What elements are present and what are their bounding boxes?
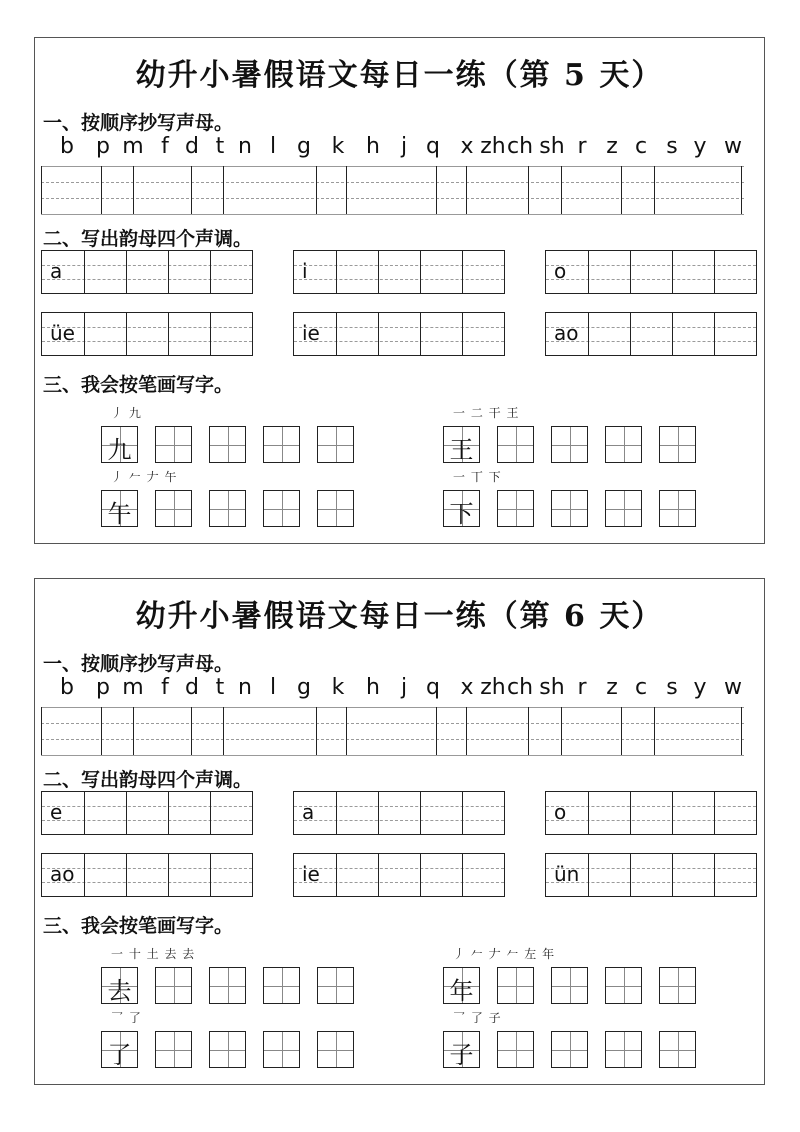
model-character-box — [101, 1031, 138, 1068]
cell-divider — [126, 251, 127, 293]
cell-divider — [630, 792, 631, 834]
model-character-box — [101, 490, 138, 527]
grid-cell-divider — [561, 166, 562, 214]
guide-line — [294, 341, 504, 342]
practice-character-box[interactable] — [659, 1031, 696, 1068]
stroke-order-hint: 一 丅 下 — [453, 470, 502, 484]
guide-line — [294, 806, 504, 807]
initial-letter: h — [366, 675, 380, 700]
cell-divider — [420, 854, 421, 896]
initial-letter: r — [577, 134, 587, 159]
tone-writing-box[interactable] — [293, 791, 505, 835]
cell-divider — [210, 251, 211, 293]
model-character: 王 — [449, 436, 474, 464]
initial-letter: m — [122, 675, 144, 700]
cell-divider — [672, 792, 673, 834]
grid-cell-divider — [101, 707, 102, 755]
cell-divider — [714, 854, 715, 896]
cell-divider — [168, 792, 169, 834]
stroke-order-hint: 乛 了 子 — [453, 1011, 502, 1025]
initial-letter: f — [161, 675, 169, 700]
initial-letter: y — [693, 675, 707, 700]
final-label: ao — [554, 321, 579, 345]
practice-character-box[interactable] — [263, 490, 300, 527]
initial-letter: d — [185, 134, 199, 159]
grid-cell-divider — [223, 166, 224, 214]
final-label: ao — [50, 862, 75, 886]
grid-cell-divider — [654, 166, 655, 214]
initial-letter: q — [426, 675, 440, 700]
practice-character-box[interactable] — [317, 426, 354, 463]
initial-letter: ch — [506, 675, 534, 700]
final-label: a — [50, 259, 63, 283]
stroke-order-hint: 丿 𠂉 𠂇 𠂉 左 年 — [453, 947, 556, 961]
cell-divider — [672, 251, 673, 293]
practice-character-box[interactable] — [497, 426, 534, 463]
practice-character-box[interactable] — [209, 1031, 246, 1068]
final-label: ie — [302, 862, 320, 886]
cell-divider — [126, 313, 127, 355]
final-label: i — [302, 259, 308, 283]
cell-divider — [126, 854, 127, 896]
practice-character-box[interactable] — [317, 1031, 354, 1068]
cell-divider — [378, 792, 379, 834]
grid-cell-divider — [133, 166, 134, 214]
grid-guide-line — [41, 723, 744, 724]
practice-character-box[interactable] — [659, 967, 696, 1004]
initial-letter: p — [96, 675, 110, 700]
model-character-box — [443, 426, 480, 463]
section-3-heading: 三、我会按笔画写字。 — [43, 915, 234, 937]
practice-character-box[interactable] — [209, 490, 246, 527]
model-character: 年 — [449, 977, 474, 1005]
initial-letter: j — [400, 675, 408, 700]
practice-character-box[interactable] — [497, 967, 534, 1004]
practice-character-box[interactable] — [551, 426, 588, 463]
initial-letter: y — [693, 134, 707, 159]
final-label: o — [554, 259, 567, 283]
initial-letter: b — [60, 134, 74, 159]
grid-cell-divider — [436, 707, 437, 755]
grid-guide-line — [41, 739, 744, 740]
cell-divider — [588, 251, 589, 293]
cell-divider — [588, 792, 589, 834]
grid-guide-line — [41, 707, 744, 708]
stroke-order-hint: 一 十 土 去 去 — [111, 947, 196, 961]
initials-copy-grid — [41, 166, 744, 214]
initial-letter: ch — [506, 134, 534, 159]
model-character-box — [443, 967, 480, 1004]
initial-letter: sh — [539, 134, 565, 159]
practice-character-box[interactable] — [209, 426, 246, 463]
model-character: 子 — [449, 1041, 474, 1069]
cell-divider — [378, 313, 379, 355]
cell-divider — [378, 251, 379, 293]
model-character-box — [443, 490, 480, 527]
cell-divider — [588, 854, 589, 896]
initial-letter: x — [460, 675, 474, 700]
grid-cell-divider — [41, 166, 42, 214]
model-character: 午 — [107, 500, 132, 528]
cell-divider — [168, 854, 169, 896]
model-character: 下 — [449, 500, 474, 528]
initials-row — [45, 675, 751, 705]
initial-letter: m — [122, 134, 144, 159]
initial-letter: l — [269, 134, 277, 159]
section-1-heading: 一、按顺序抄写声母。 — [43, 112, 234, 134]
grid-cell-divider — [191, 166, 192, 214]
grid-guide-line — [41, 166, 744, 167]
final-label: o — [554, 800, 567, 824]
initial-letter: h — [366, 134, 380, 159]
initial-letter: r — [577, 675, 587, 700]
tone-writing-box[interactable] — [545, 250, 757, 294]
practice-character-box[interactable] — [317, 490, 354, 527]
practice-character-box[interactable] — [659, 426, 696, 463]
guide-line — [546, 265, 756, 266]
cell-divider — [336, 792, 337, 834]
cell-divider — [630, 251, 631, 293]
grid-cell-divider — [41, 707, 42, 755]
initial-letter: f — [161, 134, 169, 159]
practice-character-box[interactable] — [263, 967, 300, 1004]
worksheet-day-5 — [34, 37, 765, 544]
initials-copy-grid — [41, 707, 744, 755]
practice-character-box[interactable] — [551, 1031, 588, 1068]
initial-letter: z — [606, 675, 618, 700]
grid-cell-divider — [191, 707, 192, 755]
grid-cell-divider — [654, 707, 655, 755]
grid-guide-line — [41, 182, 744, 183]
cell-divider — [84, 854, 85, 896]
initial-letter: k — [331, 675, 345, 700]
initial-letter: k — [331, 134, 345, 159]
cell-divider — [336, 313, 337, 355]
cell-divider — [84, 251, 85, 293]
initial-letter: z — [606, 134, 618, 159]
cell-divider — [462, 792, 463, 834]
initial-letter: zh — [480, 675, 506, 700]
guide-line — [294, 868, 504, 869]
guide-line — [294, 265, 504, 266]
grid-cell-divider — [436, 166, 437, 214]
initial-letter: w — [724, 675, 742, 700]
practice-character-box[interactable] — [155, 1031, 192, 1068]
cell-divider — [210, 792, 211, 834]
grid-cell-divider — [101, 166, 102, 214]
model-character-box — [443, 1031, 480, 1068]
model-character-box — [101, 426, 138, 463]
grid-cell-divider — [346, 166, 347, 214]
cell-divider — [84, 313, 85, 355]
final-label: ün — [554, 862, 580, 886]
initial-letter: p — [96, 134, 110, 159]
section-2-heading: 二、写出韵母四个声调。 — [43, 228, 253, 250]
cell-divider — [714, 792, 715, 834]
practice-character-box[interactable] — [155, 426, 192, 463]
initial-letter: t — [215, 134, 225, 159]
initial-letter: g — [297, 134, 311, 159]
initial-letter: j — [400, 134, 408, 159]
practice-character-box[interactable] — [497, 490, 534, 527]
cell-divider — [168, 313, 169, 355]
practice-character-box[interactable] — [551, 967, 588, 1004]
tone-writing-box[interactable] — [293, 250, 505, 294]
cell-divider — [420, 251, 421, 293]
guide-line — [546, 279, 756, 280]
cell-divider — [630, 313, 631, 355]
initial-letter: w — [724, 134, 742, 159]
cell-divider — [462, 854, 463, 896]
initial-letter: q — [426, 134, 440, 159]
grid-cell-divider — [741, 166, 742, 214]
cell-divider — [84, 792, 85, 834]
tone-writing-box[interactable] — [41, 791, 253, 835]
grid-guide-line — [41, 214, 744, 215]
stroke-order-hint: 丿 九 — [111, 406, 142, 420]
practice-character-box[interactable] — [605, 426, 642, 463]
worksheet-day-6 — [34, 578, 765, 1085]
guide-line — [294, 327, 504, 328]
practice-character-box[interactable] — [605, 490, 642, 527]
guide-line — [42, 265, 252, 266]
initials-row — [45, 134, 751, 164]
section-3-heading: 三、我会按笔画写字。 — [43, 374, 234, 396]
guide-line — [294, 820, 504, 821]
grid-cell-divider — [466, 166, 467, 214]
guide-line — [294, 279, 504, 280]
cell-divider — [672, 854, 673, 896]
initial-letter: d — [185, 675, 199, 700]
tone-writing-box[interactable] — [545, 791, 757, 835]
guide-line — [294, 882, 504, 883]
grid-cell-divider — [223, 707, 224, 755]
initial-letter: b — [60, 675, 74, 700]
cell-divider — [336, 854, 337, 896]
grid-cell-divider — [346, 707, 347, 755]
final-label: a — [302, 800, 315, 824]
stroke-order-hint: 乛 了 — [111, 1011, 142, 1025]
cell-divider — [126, 792, 127, 834]
tone-writing-box[interactable] — [41, 853, 253, 897]
guide-line — [546, 806, 756, 807]
initial-letter: zh — [480, 134, 506, 159]
cell-divider — [714, 251, 715, 293]
cell-divider — [630, 854, 631, 896]
section-2-heading: 二、写出韵母四个声调。 — [43, 769, 253, 791]
cell-divider — [210, 854, 211, 896]
cell-divider — [420, 313, 421, 355]
guide-line — [42, 279, 252, 280]
guide-line — [42, 820, 252, 821]
practice-character-box[interactable] — [497, 1031, 534, 1068]
worksheet-title: 幼升小暑假语文每日一练（第 6 天） — [135, 599, 664, 634]
cell-divider — [420, 792, 421, 834]
stroke-order-hint: 一 二 干 王 — [453, 406, 520, 420]
initial-letter: x — [460, 134, 474, 159]
initial-letter: n — [238, 675, 252, 700]
model-character: 九 — [107, 436, 132, 464]
grid-cell-divider — [741, 707, 742, 755]
tone-writing-box[interactable] — [41, 312, 253, 356]
model-character: 去 — [107, 977, 132, 1005]
model-character: 了 — [107, 1041, 132, 1069]
practice-character-box[interactable] — [551, 490, 588, 527]
grid-guide-line — [41, 755, 744, 756]
grid-cell-divider — [133, 707, 134, 755]
practice-character-box[interactable] — [317, 967, 354, 1004]
practice-character-box[interactable] — [659, 490, 696, 527]
tone-writing-box[interactable] — [545, 312, 757, 356]
initial-letter: sh — [539, 675, 565, 700]
practice-character-box[interactable] — [263, 426, 300, 463]
initial-letter: s — [666, 675, 678, 700]
practice-character-box[interactable] — [605, 1031, 642, 1068]
practice-character-box[interactable] — [263, 1031, 300, 1068]
initial-letter: l — [269, 675, 277, 700]
initial-letter: n — [238, 134, 252, 159]
cell-divider — [588, 313, 589, 355]
grid-cell-divider — [621, 707, 622, 755]
final-label: üe — [50, 321, 75, 345]
grid-cell-divider — [561, 707, 562, 755]
stroke-order-hint: 丿 𠂉 𠂇 午 — [111, 470, 178, 484]
grid-cell-divider — [528, 707, 529, 755]
section-1-heading: 一、按顺序抄写声母。 — [43, 653, 234, 675]
grid-cell-divider — [528, 166, 529, 214]
tone-writing-box[interactable] — [545, 853, 757, 897]
initial-letter: c — [634, 134, 648, 159]
initial-letter: t — [215, 675, 225, 700]
guide-line — [546, 820, 756, 821]
cell-divider — [168, 251, 169, 293]
grid-guide-line — [41, 198, 744, 199]
cell-divider — [378, 854, 379, 896]
cell-divider — [462, 251, 463, 293]
model-character-box — [101, 967, 138, 1004]
worksheet-title: 幼升小暑假语文每日一练（第 5 天） — [135, 58, 664, 93]
final-label: e — [50, 800, 63, 824]
tone-writing-box[interactable] — [293, 853, 505, 897]
cell-divider — [210, 313, 211, 355]
tone-writing-box[interactable] — [293, 312, 505, 356]
tone-writing-box[interactable] — [41, 250, 253, 294]
practice-character-box[interactable] — [209, 967, 246, 1004]
practice-character-box[interactable] — [605, 967, 642, 1004]
cell-divider — [336, 251, 337, 293]
practice-character-box[interactable] — [155, 490, 192, 527]
grid-cell-divider — [466, 707, 467, 755]
grid-cell-divider — [316, 166, 317, 214]
initial-letter: s — [666, 134, 678, 159]
grid-cell-divider — [621, 166, 622, 214]
cell-divider — [714, 313, 715, 355]
practice-character-box[interactable] — [155, 967, 192, 1004]
cell-divider — [672, 313, 673, 355]
grid-cell-divider — [316, 707, 317, 755]
guide-line — [42, 806, 252, 807]
final-label: ie — [302, 321, 320, 345]
initial-letter: c — [634, 675, 648, 700]
initial-letter: g — [297, 675, 311, 700]
cell-divider — [462, 313, 463, 355]
